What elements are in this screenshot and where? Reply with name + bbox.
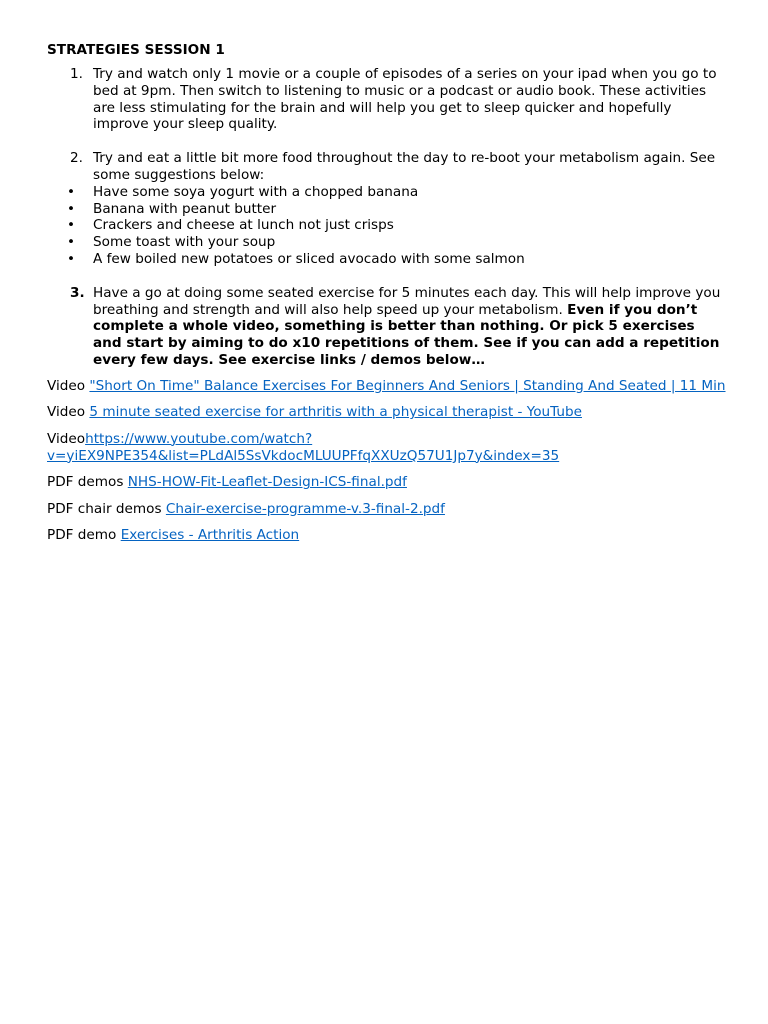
item-text: Have a go at doing some seated exercise for 5 minutes each day. This will help improve you breathing and strength and will also help speed up your metabolism. bbox=[93, 284, 721, 318]
link-prefix: PDF chair demos bbox=[47, 500, 166, 517]
video-link-seated-arthritis[interactable]: 5 minute seated exercise for arthritis with a physical therapist - YouTube bbox=[89, 404, 582, 421]
link-prefix: Video bbox=[47, 377, 90, 394]
link-prefix: Video bbox=[47, 430, 86, 447]
item-number: 1. bbox=[70, 66, 83, 82]
link-line-pdf-2 bbox=[47, 501, 727, 518]
list-item-text: Banana with peanut butter bbox=[93, 200, 277, 217]
link-prefix: PDF demo bbox=[47, 527, 121, 544]
item-text: Try and watch only 1 movie or a couple of episodes of a series on your ipad when you go to bed at 9pm. Then switch to listening to music or a podcast or audio book. These activities are less stimulating for the brain and will help you get to sleep quicker and hopefully improve your sleep quality. bbox=[93, 66, 717, 133]
bullet-icon: • bbox=[67, 234, 76, 251]
list-item-text: Some toast with your soup bbox=[93, 234, 276, 251]
numbered-item-1 bbox=[47, 66, 727, 133]
bullet-icon: • bbox=[67, 183, 76, 200]
list-item bbox=[47, 201, 727, 218]
spacer bbox=[47, 268, 727, 285]
link-line-video-2 bbox=[47, 404, 727, 421]
link-line-video-1 bbox=[47, 378, 727, 395]
suggestions-list bbox=[47, 184, 727, 268]
list-item-text: A few boiled new potatoes or sliced avocado with some salmon bbox=[93, 250, 525, 267]
document-title: STRATEGIES SESSION 1 bbox=[47, 42, 225, 58]
video-link-youtube-url[interactable]: https://www.youtube.com/watch?v=yiEX9NPE354&list=PLdAl5SsVkdocMLUUPFfqXXUzQ57U1Jp7y&index=35 bbox=[47, 430, 560, 464]
item-number: 3. bbox=[70, 284, 85, 301]
document-page bbox=[47, 41, 727, 554]
bullet-icon: • bbox=[67, 200, 76, 217]
spacer bbox=[47, 133, 727, 150]
link-line-video-3 bbox=[47, 431, 727, 465]
bullet-icon: • bbox=[67, 217, 76, 234]
pdf-link-chair-exercise[interactable]: Chair-exercise-programme-v.3-final-2.pdf bbox=[165, 500, 445, 517]
link-prefix: Video bbox=[47, 404, 90, 421]
video-link-balance-exercises[interactable]: "Short On Time" Balance Exercises For Beginners And Seniors | Standing And Seated | 11 Min bbox=[89, 377, 726, 394]
list-item bbox=[47, 251, 727, 268]
link-line-pdf-1 bbox=[47, 474, 727, 491]
numbered-item-3 bbox=[47, 285, 727, 369]
bullet-icon: • bbox=[67, 250, 76, 267]
list-item-text: Have some soya yogurt with a chopped banana bbox=[93, 183, 419, 200]
list-item bbox=[47, 217, 727, 234]
pdf-link-nhs-leaflet[interactable]: NHS-HOW-Fit-Leaflet-Design-ICS-final.pdf bbox=[127, 474, 407, 491]
item-number: 2. bbox=[70, 150, 83, 167]
item-text: Try and eat a little bit more food throughout the day to re-boot your metabolism again. See some suggestions below: bbox=[93, 150, 716, 183]
link-prefix: PDF demos bbox=[47, 474, 128, 491]
list-item bbox=[47, 234, 727, 251]
pdf-link-arthritis-action[interactable]: Exercises - Arthritis Action bbox=[120, 527, 300, 544]
list-item-text: Crackers and cheese at lunch not just crisps bbox=[93, 217, 394, 234]
link-line-pdf-3 bbox=[47, 527, 727, 544]
item-bold-text: Even if you don’t complete a whole video, something is better than nothing. Or pick 5 exercises and start by aiming to do x10 repetitions of them. See if you can add a repetition every few days. See exercise links / demos below… bbox=[93, 301, 720, 368]
numbered-item-2 bbox=[47, 150, 727, 184]
list-item bbox=[47, 184, 727, 201]
